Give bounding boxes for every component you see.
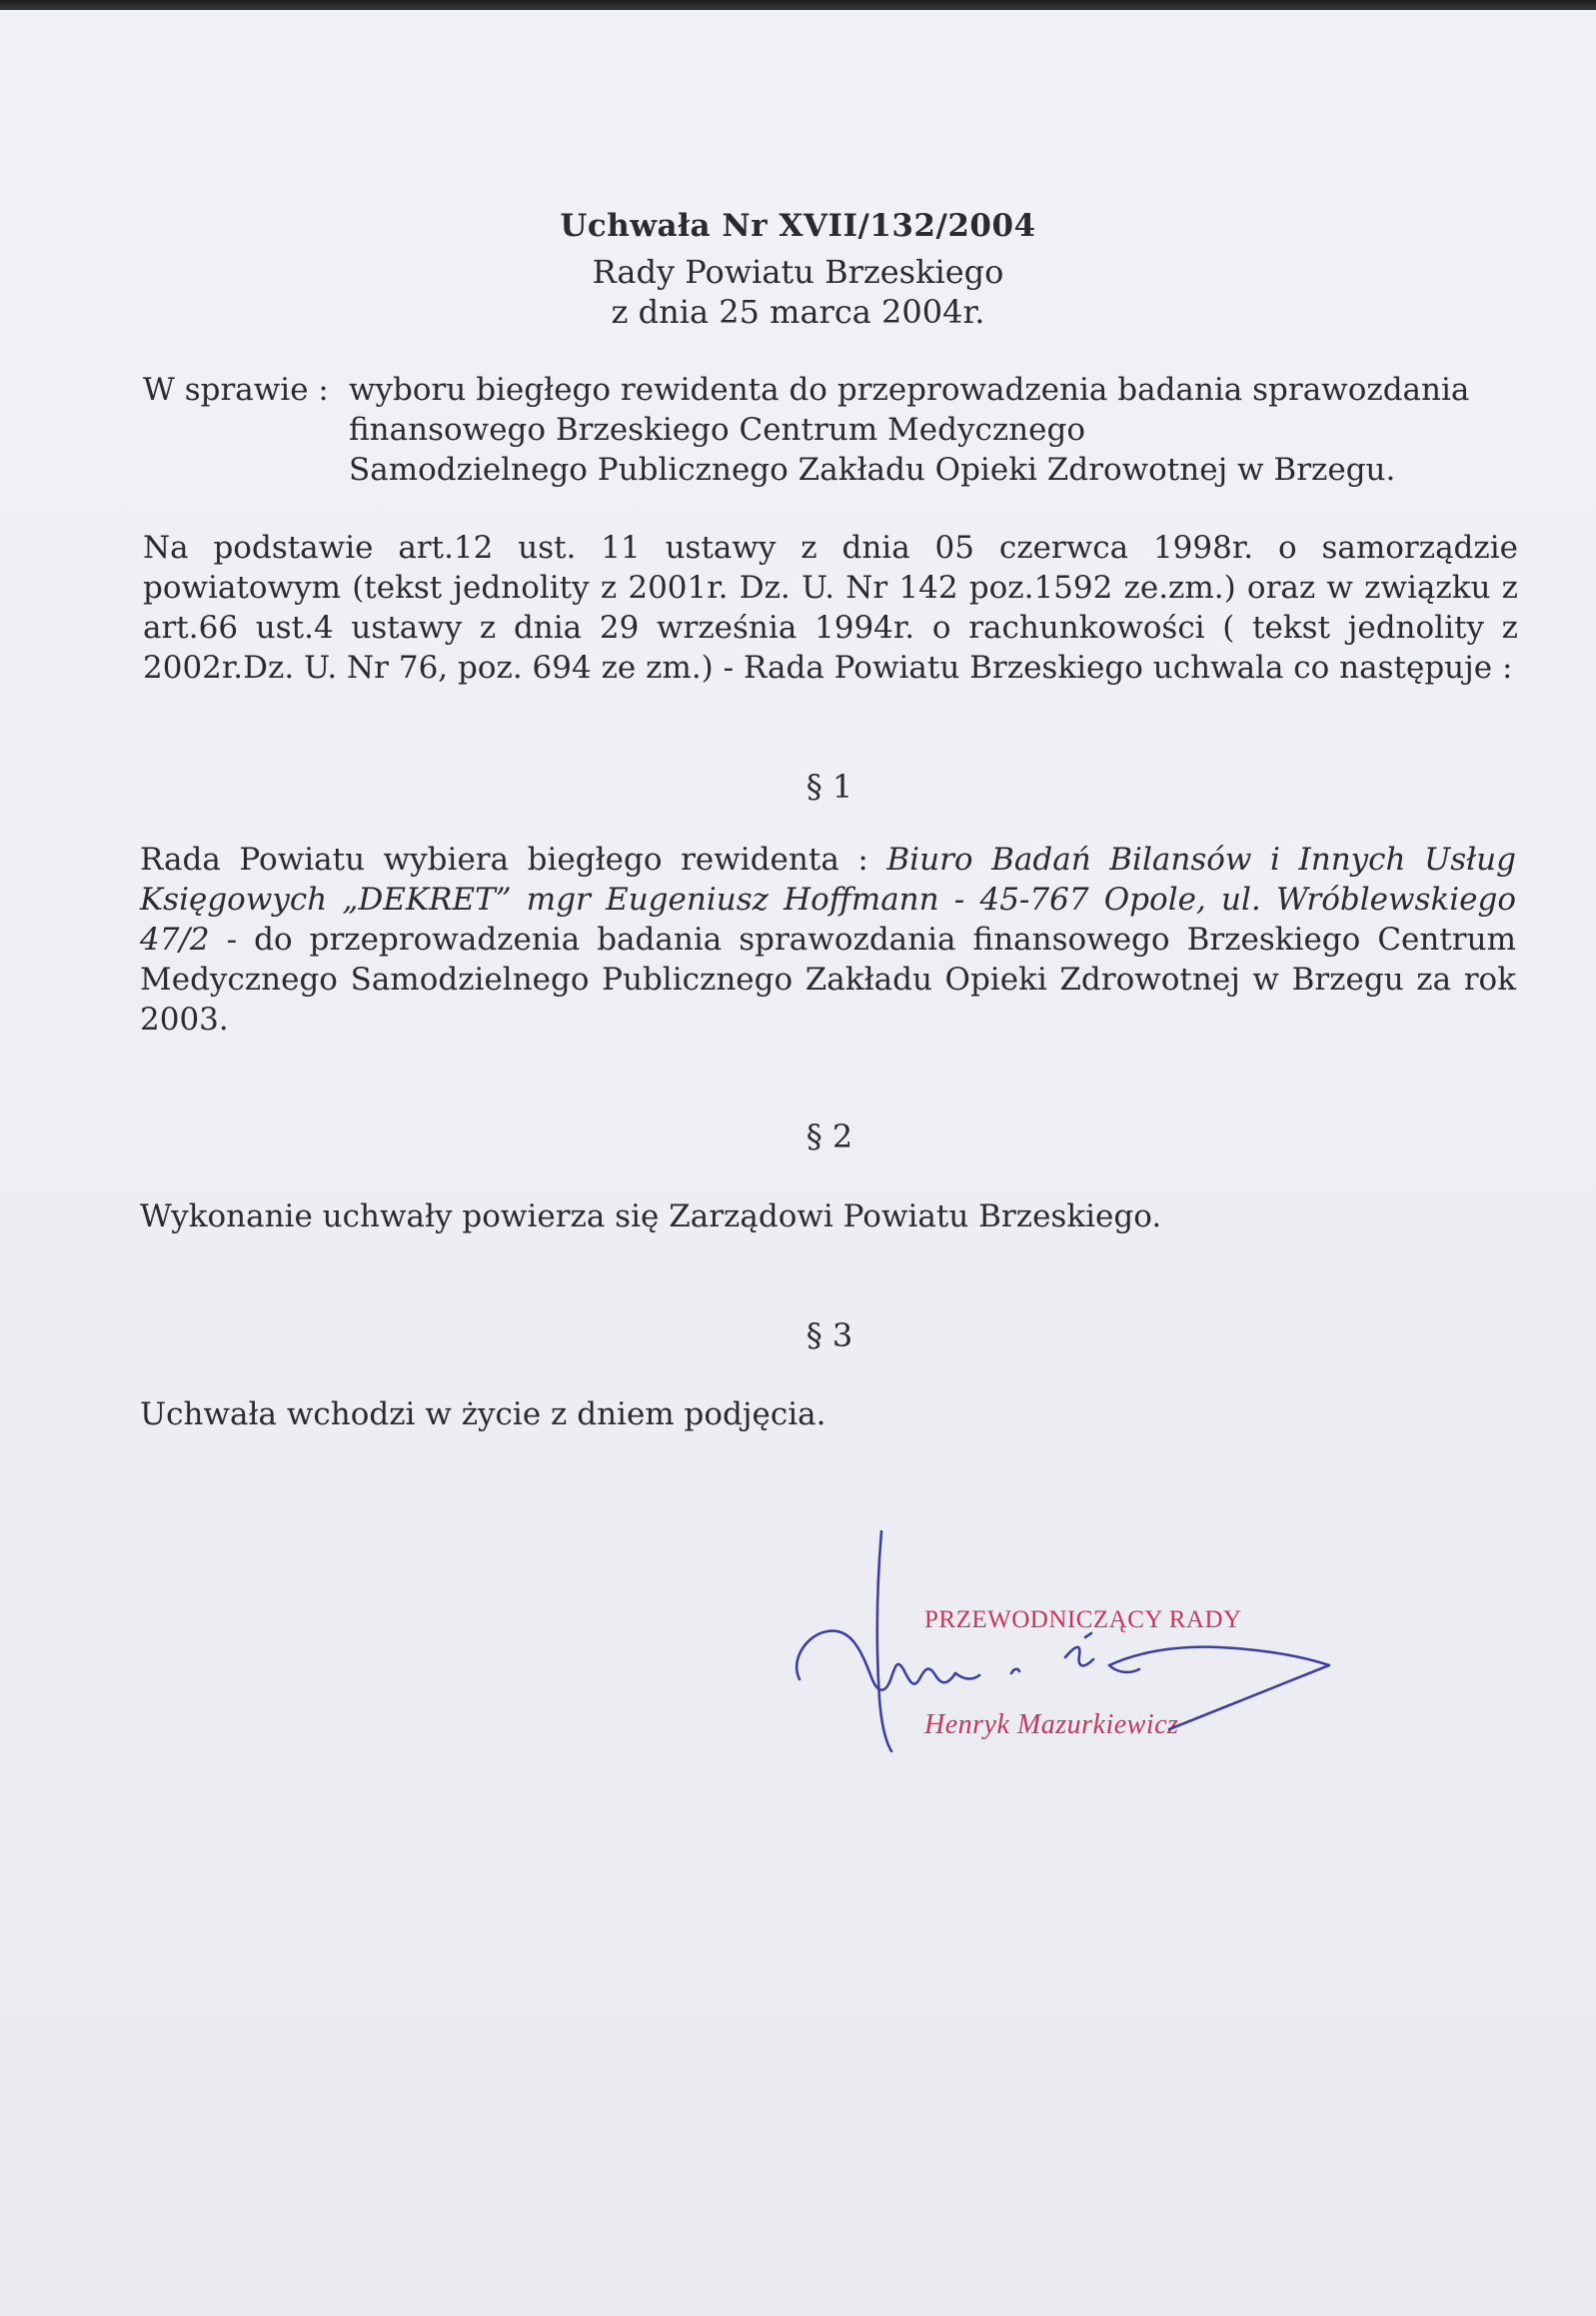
legal-basis-paragraph: Na podstawie art.12 ust. 11 ustawy z dnia 05 czerwca 1998r. o samorządzie powiatowym (tekst jednolity z 2001r. Dz. U. Nr 142 poz.1592 ze.zm.) oraz w związku z art.66 ust.4 ustawy z dnia 29 września 1994r. o rachunkowości ( tekst jednolity z 2002r.Dz. U. Nr 76, poz. 694 ze zm.) - Rada Powiatu Brzeskiego uchwala co następuje : bbox=[143, 530, 1518, 686]
scan-top-edge bbox=[0, 0, 1596, 10]
auditor-name-address: Biuro Badań Bilansów i Innych Usług Księgowych „DEKRET” mgr Eugeniusz Hoffmann - 45-767 Opole, ul. Wróblewskiego 47/2 bbox=[140, 842, 1516, 958]
section-mark-3: § 3 bbox=[805, 1316, 853, 1354]
subject-line-1 bbox=[143, 370, 1522, 410]
section-2-paragraph: Wykonanie uchwały powierza się Zarządowi Powiatu Brzeskiego. bbox=[140, 1198, 1162, 1234]
section-mark-1: § 1 bbox=[805, 768, 853, 806]
subject-text-1: wyboru biegłego rewidenta do przeprowadzenia badania sprawozdania bbox=[349, 372, 1470, 408]
section-mark-2: § 2 bbox=[805, 1118, 853, 1156]
resolution-title: Uchwała Nr XVII/132/2004 bbox=[560, 208, 1036, 244]
section-3-paragraph: Uchwała wchodzi w życie z dniem podjęcia. bbox=[140, 1396, 826, 1432]
section-1-text-after: - do przeprowadzenia badania sprawozdania finansowego Brzeskiego Centrum Medycznego Samodzielnego Publicznego Zakładu Opieki Zdrowotnej w Brzegu za rok 2003. bbox=[140, 922, 1516, 1038]
resolution-date: z dnia 25 marca 2004r. bbox=[611, 293, 985, 331]
subject-text-2: finansowego Brzeskiego Centrum Medycznego bbox=[349, 412, 1085, 448]
council-name: Rady Powiatu Brzeskiego bbox=[592, 253, 1004, 291]
section-1-text-before: Rada Powiatu wybiera biegłego rewidenta : bbox=[140, 842, 887, 878]
stamp-name: Henryk Mazurkiewicz bbox=[924, 1709, 1179, 1740]
subject-text-3: Samodzielnego Publicznego Zakładu Opieki Zdrowotnej w Brzegu. bbox=[349, 452, 1396, 488]
section-1-paragraph bbox=[140, 840, 1516, 1040]
handwritten-signature bbox=[780, 1519, 1419, 1779]
subject-label: W sprawie : bbox=[143, 372, 329, 408]
subject-block bbox=[143, 370, 1522, 490]
stamp-role: PRZEWODNICZĄCY RADY bbox=[924, 1606, 1242, 1633]
document-page bbox=[0, 10, 1596, 2316]
